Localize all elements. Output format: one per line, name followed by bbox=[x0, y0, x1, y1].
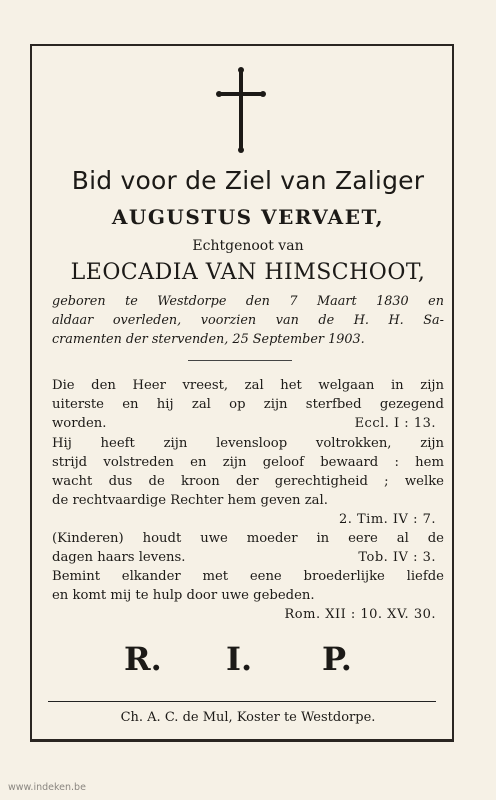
verse-line: en komt mij te hulp door uwe gebeden. bbox=[52, 588, 315, 603]
biography-line: geboren te Westdorpe den 7 Maart 1830 en bbox=[52, 294, 444, 309]
verse-line: Bemint elkander met eene broederlijke liefde bbox=[52, 569, 444, 584]
verse-line: de rechtvaardige Rechter hem geven zal. bbox=[52, 493, 328, 508]
biography-line: aldaar overleden, voorzien van de H. H. Sa- bbox=[52, 313, 444, 328]
biography-line: cramenten der stervenden, 25 September 1903. bbox=[52, 332, 365, 347]
verse-line: (Kinderen) houdt uwe moeder in eere al de bbox=[52, 531, 444, 546]
divider bbox=[188, 360, 292, 361]
verse-line: dagen haars levens. bbox=[52, 550, 186, 565]
verse-line: uiterste en hij zal op zijn sterfbed gezegend bbox=[52, 397, 444, 412]
prayer-heading: Bid voor de Ziel van Zaliger bbox=[71, 166, 425, 195]
scripture-reference: Rom. XII : 10. XV. 30. bbox=[284, 607, 436, 622]
website-watermark: www.indeken.be bbox=[8, 782, 86, 793]
relation-label: Echtgenoot van bbox=[192, 238, 304, 254]
verse-line: wacht dus de kroon der gerechtigheid ; welke bbox=[52, 474, 444, 489]
scripture-reference: 2. Tim. IV : 7. bbox=[338, 512, 436, 527]
scripture-reference: Tob. IV : 3. bbox=[358, 550, 436, 565]
cross-icon bbox=[215, 66, 267, 154]
rip-letter-p: P. bbox=[322, 640, 352, 678]
verse-line: strijd volstreden en zijn geloof bewaard : hem bbox=[52, 455, 444, 470]
verse-line: worden. bbox=[52, 416, 107, 431]
printer-credit: Ch. A. C. de Mul, Koster te Westdorpe. bbox=[120, 710, 376, 725]
rip-letter-r: R. bbox=[124, 640, 162, 678]
deceased-name: AUGUSTUS VERVAET, bbox=[111, 205, 385, 229]
scripture-reference: Eccl. I : 13. bbox=[354, 416, 436, 431]
spouse-name: LEOCADIA VAN HIMSCHOOT, bbox=[70, 260, 426, 285]
footer-divider bbox=[48, 701, 436, 702]
rip-letter-i: I. bbox=[226, 640, 253, 678]
verse-line: Hij heeft zijn levensloop voltrokken, zijn bbox=[52, 436, 444, 451]
verse-line: Die den Heer vreest, zal het welgaan in zijn bbox=[52, 378, 444, 393]
